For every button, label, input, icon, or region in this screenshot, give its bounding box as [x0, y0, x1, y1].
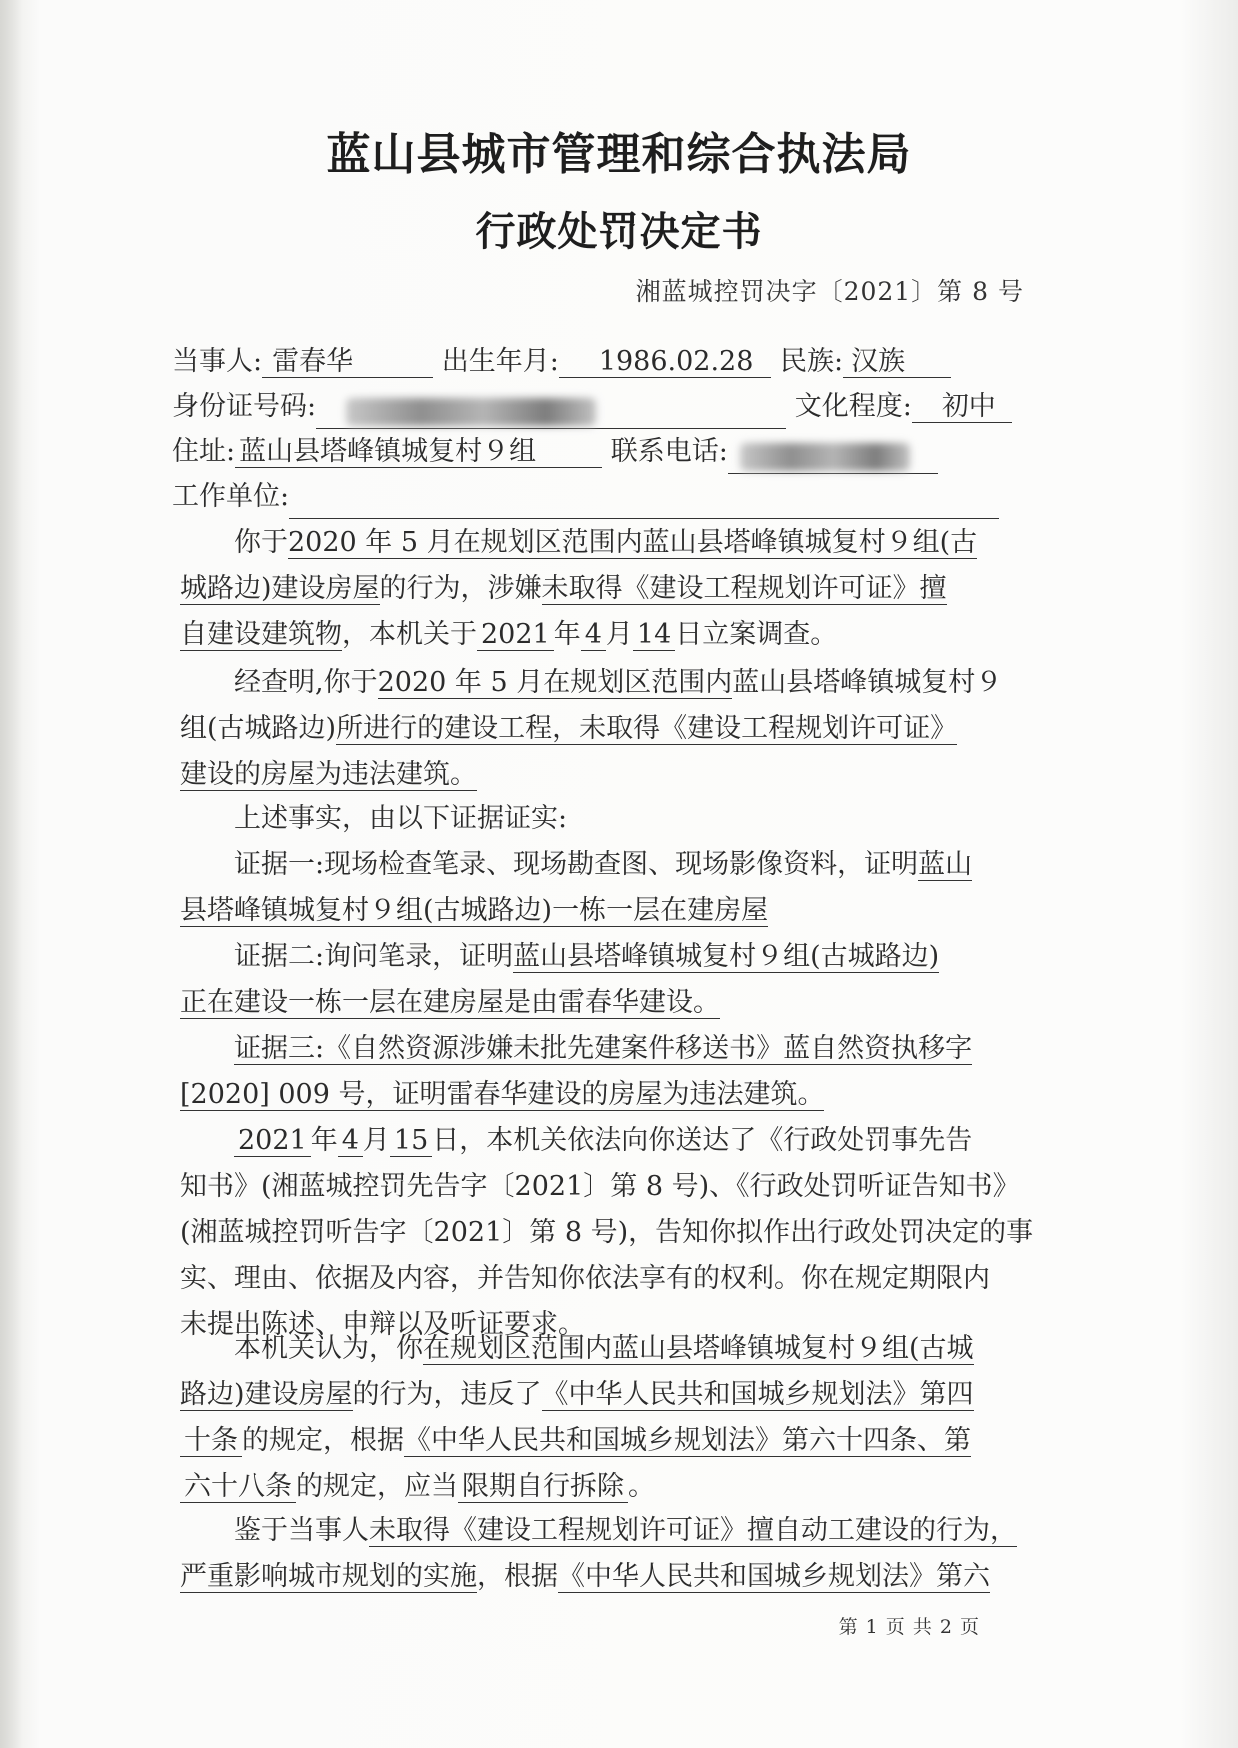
party-education: 初中	[912, 391, 1012, 423]
party-line-1	[172, 340, 1032, 384]
document-type-title: 行政处罚决定书	[475, 209, 763, 255]
employer-field	[289, 484, 999, 519]
paragraph-findings: 经查明,你于2020 年 5 月在规划区范围内蓝山县塔峰镇城复村９ 组(古城路边)所进行的建设工程，未取得《建设工程规划许可证》 建设的房屋为违法建筑。	[180, 667, 1003, 790]
name-label: 当事人:	[172, 346, 263, 377]
page-number: 第 1 页 共 2 页	[838, 1616, 980, 1638]
evidence-3: 证据三:《自然资源涉嫌未批先建案件移送书》蓝自然资执移字 [2020] 009 号，证明雷春华建设的房屋为违法建筑。	[180, 1033, 973, 1110]
party-address: 蓝山县塔峰镇城复村９组	[235, 436, 602, 468]
agency-title: 蓝山县城市管理和综合执法局	[326, 129, 912, 180]
party-birth: 1986.02.28	[559, 346, 772, 378]
evidence-2: 证据二:询问笔录，证明蓝山县塔峰镇城复村９组(古城路边) 正在建设一栋一层在建房屋是由雷春华建设。	[180, 941, 940, 1018]
employer-label: 工作单位:	[172, 481, 290, 512]
education-label: 文化程度:	[794, 391, 912, 422]
page-edge-shadow	[0, 0, 22, 1748]
address-label: 住址:	[172, 436, 236, 467]
id-number-redaction	[346, 398, 596, 426]
id-label: 身份证号码:	[172, 391, 317, 422]
ethnicity-label: 民族:	[780, 346, 844, 377]
paragraph-legal-basis: 本机关认为，你在规划区范围内蓝山县塔峰镇城复村９组(古城 路边)建设房屋的行为，违反了《中华人民共和国城乡规划法》第四 十条 的规定，根据《中华人民共和国城乡规划法》第六十四条、第 六十八条 的规定，应当 限期自行拆除 。	[180, 1333, 974, 1502]
document-number: 湘蓝城控罚决字〔2021〕第 8 号	[635, 277, 1024, 306]
phone-field	[728, 439, 938, 474]
birth-label: 出生年月:	[441, 346, 559, 377]
id-number-field	[316, 394, 786, 429]
party-line-2	[172, 385, 1032, 429]
party-name: 雷春华	[262, 346, 433, 378]
phone-label: 联系电话:	[610, 436, 728, 467]
paragraph-case-filing: 你于2020 年 5 月在规划区范围内蓝山县塔峰镇城复村９组(古 城路边)建设房屋的行为，涉嫌未取得《建设工程规划许可证》擅 自建设建筑物，本机关于 2021 年 4 月 14 日立案调查。	[180, 527, 978, 650]
party-ethnicity: 汉族	[843, 346, 951, 378]
paragraph-penalty-basis: 鉴于当事人未取得《建设工程规划许可证》擅自动工建设的行为， 严重影响城市规划的实施，根据《中华人民共和国城乡规划法》第六	[180, 1515, 1017, 1592]
evidence-1: 证据一:现场检查笔录、现场勘查图、现场影像资料，证明蓝山 县塔峰镇城复村９组(古城路边)一栋一层在建房屋	[180, 849, 973, 926]
party-line-3	[172, 430, 1032, 474]
paragraph-evidence-intro: 上述事实，由以下证据证实:	[234, 803, 568, 834]
party-line-4	[172, 475, 1032, 519]
paragraph-notification: 2021 年 4 月 15 日，本机关依法向你送达了《行政处罚事先告 知书》(湘蓝城控罚先告字〔2021〕第 8 号)、《行政处罚听证告知书》 (湘蓝城控罚听告字〔2021〕第 8 号)，告知你拟作出行政处罚决定的事 实、理由、依据及内容，并告知你依法享有的权利。你在规定期限内 未提出陈述、申辩以及听证要求。	[180, 1125, 1034, 1340]
phone-redaction	[740, 443, 910, 471]
